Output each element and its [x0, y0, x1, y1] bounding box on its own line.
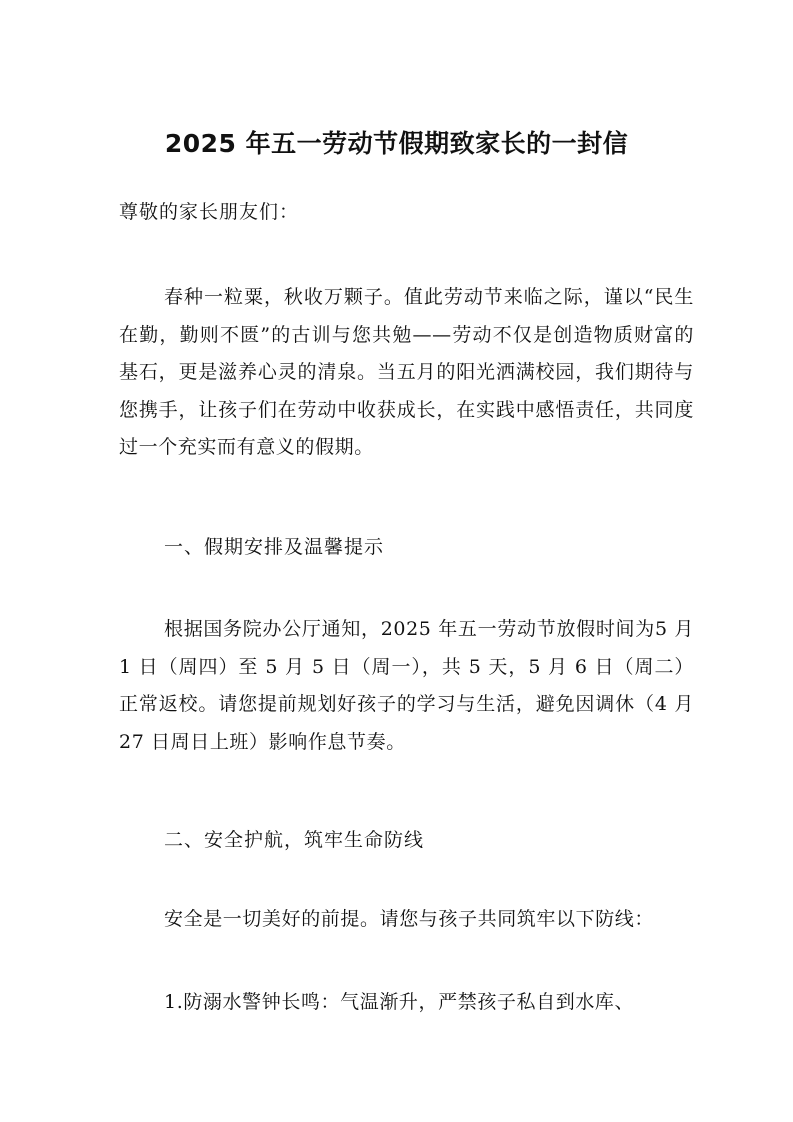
- section-heading-2: 二、安全护航，筑牢生命防线: [164, 829, 425, 851]
- section1-paragraph: 根据国务院办公厅通知，2025 年五一劳动节放假时间为5 月 1 日（周四）至 5 月 5 日（周一），共 5 天，5 月 6 日（周二）正常返校。请您提前规划好孩子的学习与生活，避免因调休（4 月 27 日周日上班）影响作息节奏。: [119, 618, 694, 753]
- list-item-1: 1.防溺水警钟长鸣：气温渐升，严禁孩子私自到水库、: [164, 991, 635, 1013]
- section-heading-1: 一、假期安排及温馨提示: [164, 536, 385, 558]
- section2-intro: 安全是一切美好的前提。请您与孩子共同筑牢以下防线：: [164, 908, 655, 930]
- document-title: 2025 年五一劳动节假期致家长的一封信: [164, 129, 629, 158]
- intro-paragraph: 春种一粒粟，秋收万颗子。值此劳动节来临之际，谨以“民生在勤，勤则不匮”的古训与您共勉——劳动不仅是创造物质财富的基石，更是滋养心灵的清泉。当五月的阳光洒满校园，我们期待与您携手，让孩子们在劳动中收获成长，在实践中感悟责任，共同度过一个充实而有意义的假期。: [119, 286, 694, 458]
- greeting: 尊敬的家长朋友们：: [119, 201, 300, 223]
